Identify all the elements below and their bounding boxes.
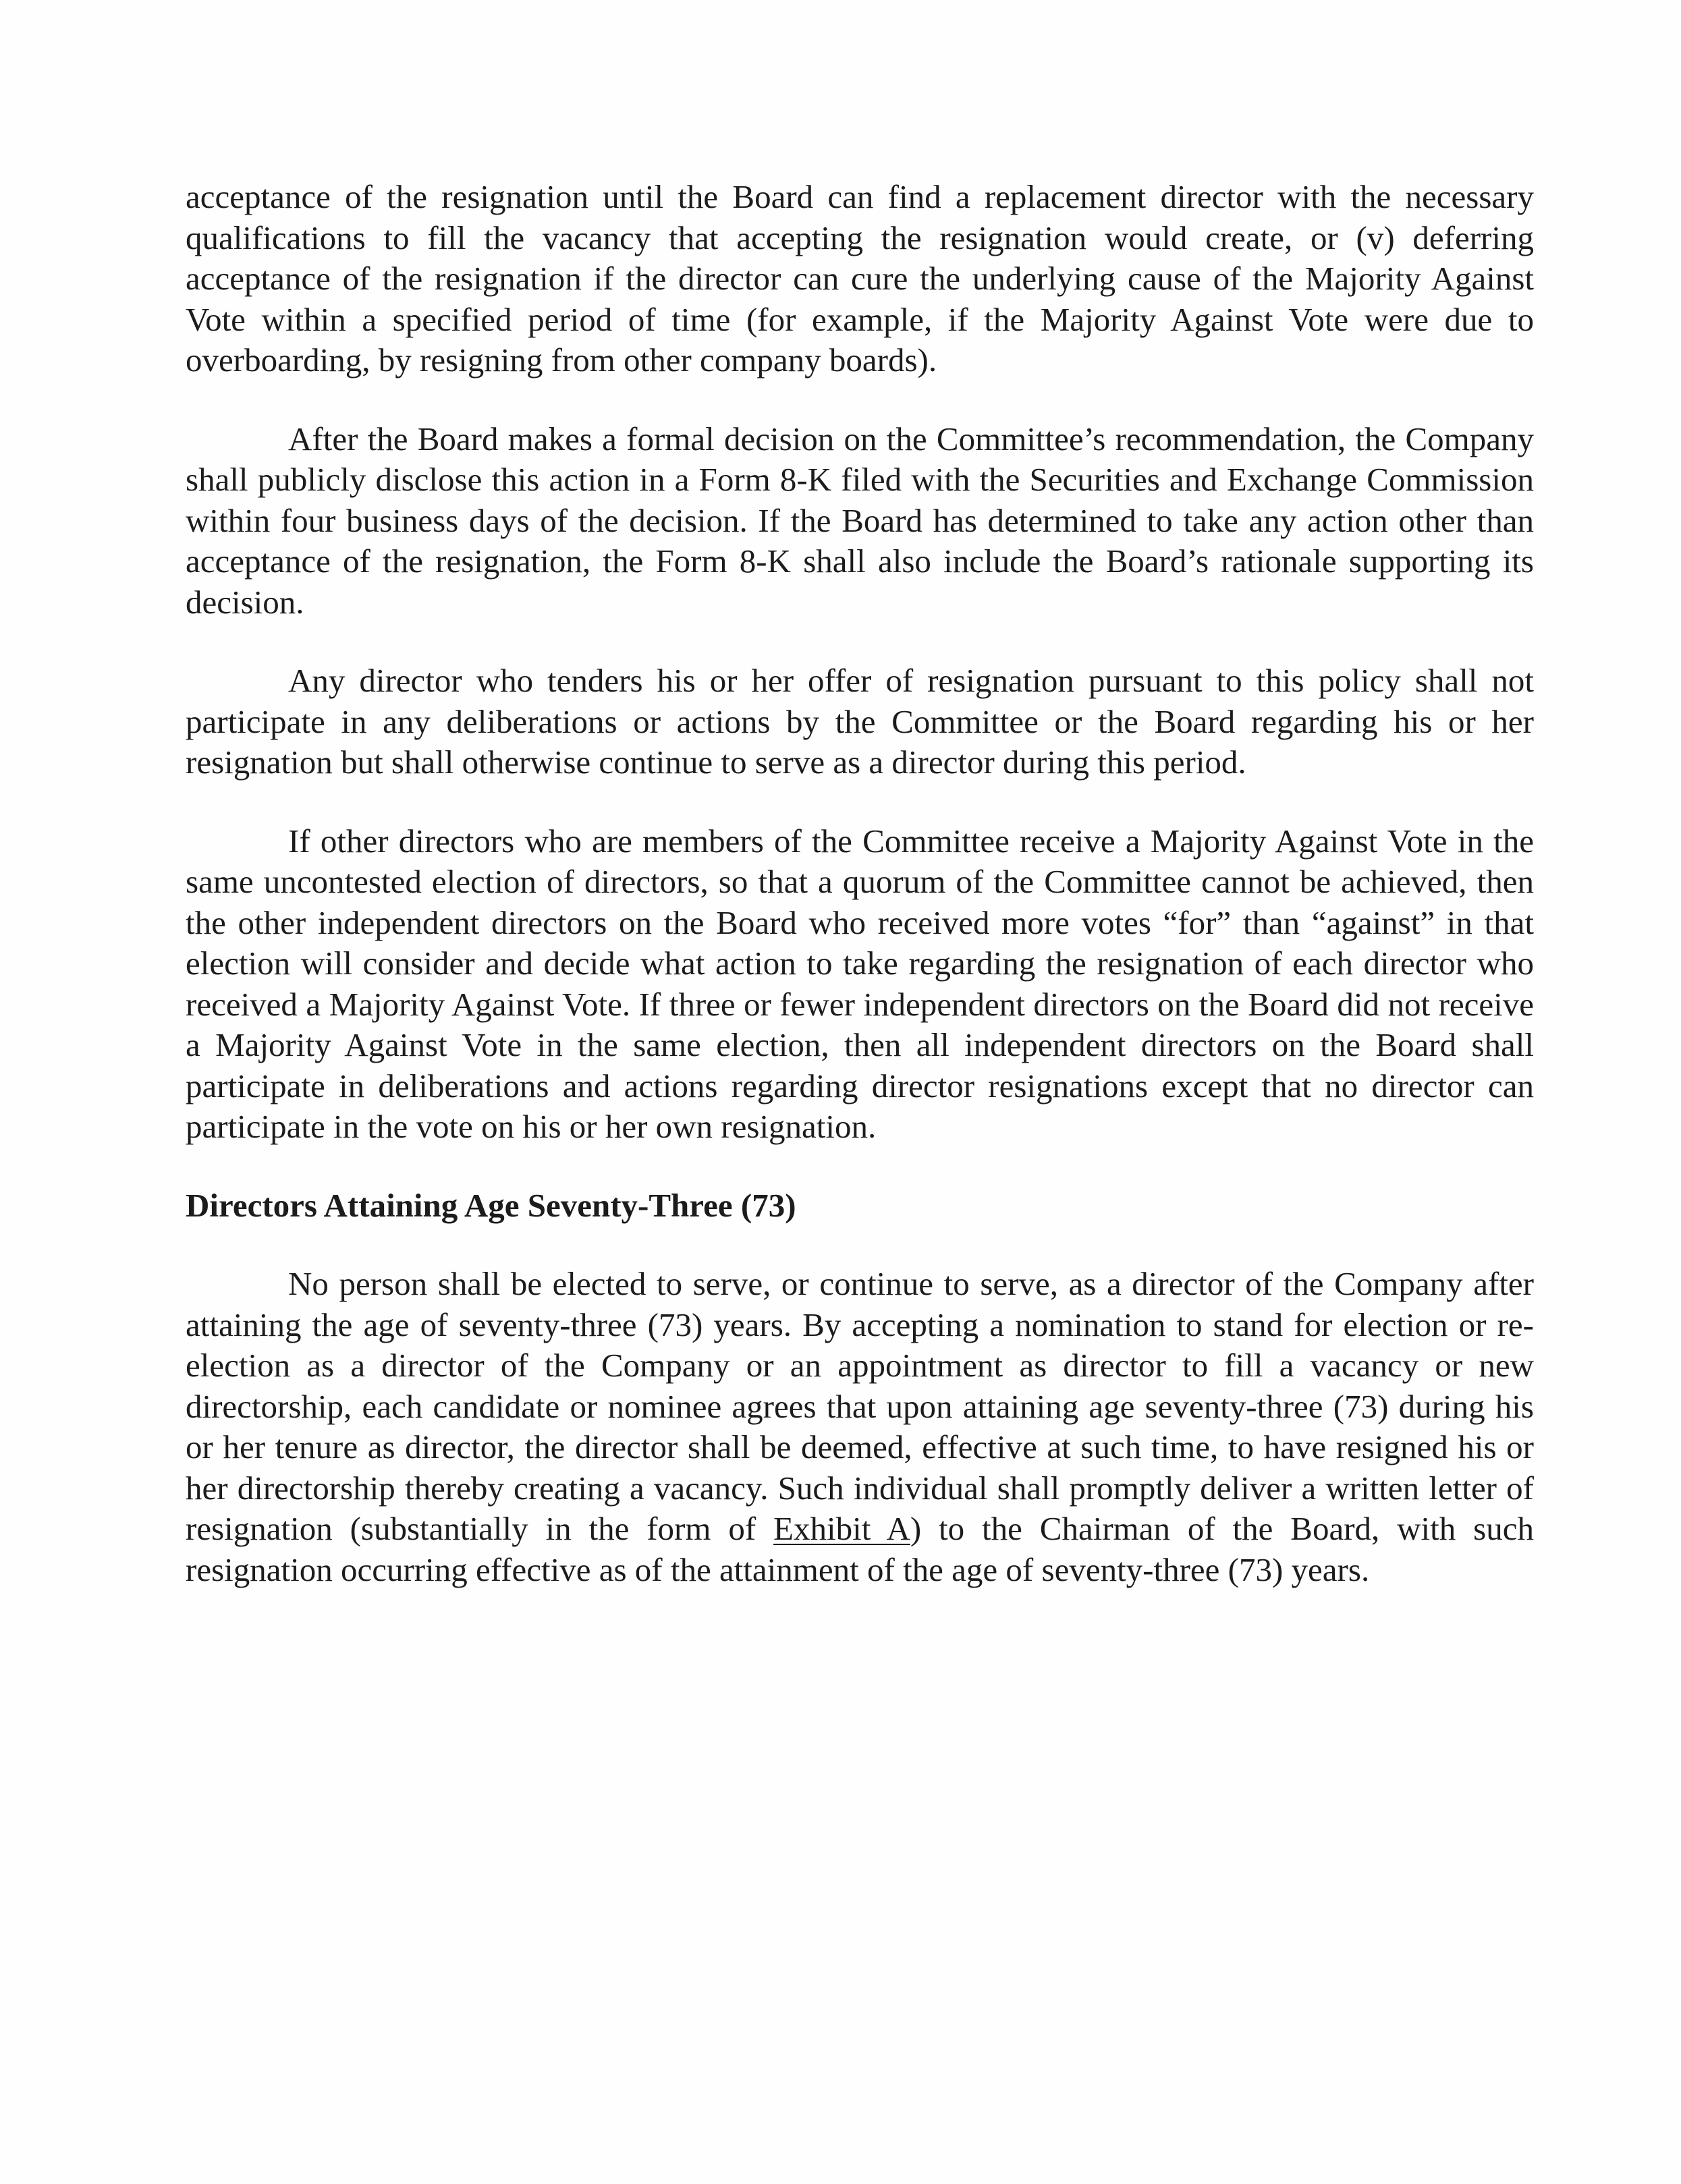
document-body (186, 177, 1534, 1590)
paragraph-age-limit-text-end: ) to the Chairman of the Board, with such resignation occurring effective as of the attainment of the age of seventy-three (73) years. (186, 1510, 1534, 1588)
paragraph-resignation-deferral: acceptance of the resignation until the Board can find a replacement director with the necessary qualifications to fill the vacancy that accepting the resignation would create, or (v) deferring acceptance of the resignation if the director can cure the underlying cause of the Majority Against Vote within a specified period of time (for example, if the Majority Against Vote were due to overboarding, by resigning from other company boards). (186, 178, 1534, 379)
section-heading-age-limit: Directors Attaining Age Seventy-Three (73) (186, 1186, 796, 1224)
paragraph-age-limit-policy (186, 1264, 1534, 1590)
paragraph-board-decision-disclosure: After the Board makes a formal decision on the Committee’s recommendation, the Company shall publicly disclose this action in a Form 8-K filed with the Securities and Exchange Commission within four business days of the decision. If the Board has determined to take any action other than acceptance of the resignation, the Form 8-K shall also include the Board’s rationale supporting its decision. (186, 420, 1534, 621)
paragraph-age-limit-text-start: No person shall be elected to serve, or continue to serve, as a director of the Company after attaining the age of seventy-three (73) years. By accepting a nomination to stand for election or re-election as a director of the Company or an appointment as director to fill a vacancy or new directorship, each candidate or nominee agrees that upon attaining age seventy-three (73) during his or her tenure as director, the director shall be deemed, effective at such time, to have resigned his or her directorship thereby creating a vacancy. Such individual shall promptly deliver a written letter of resignation (substantially in the form of (186, 1265, 1534, 1547)
paragraph-committee-quorum: If other directors who are members of the Committee receive a Majority Against Vote in the same uncontested election of directors, so that a quorum of the Committee cannot be achieved, then the other independent directors on the Board who received more votes “for” than “against” in that election will consider and decide what action to take regarding the resignation of each director who received a Majority Against Vote. If three or fewer independent directors on the Board did not receive a Majority Against Vote in the same election, then all independent directors on the Board shall participate in deliberations and actions regarding director resignations except that no director can participate in the vote on his or her own resignation. (186, 822, 1534, 1145)
exhibit-a-link[interactable]: Exhibit A (773, 1510, 910, 1547)
paragraph-director-nonparticipation: Any director who tenders his or her offer of resignation pursuant to this policy shall not participate in any deliberations or actions by the Committee or the Board regarding his or her resignation but shall otherwise continue to serve as a director during this period. (186, 662, 1534, 781)
